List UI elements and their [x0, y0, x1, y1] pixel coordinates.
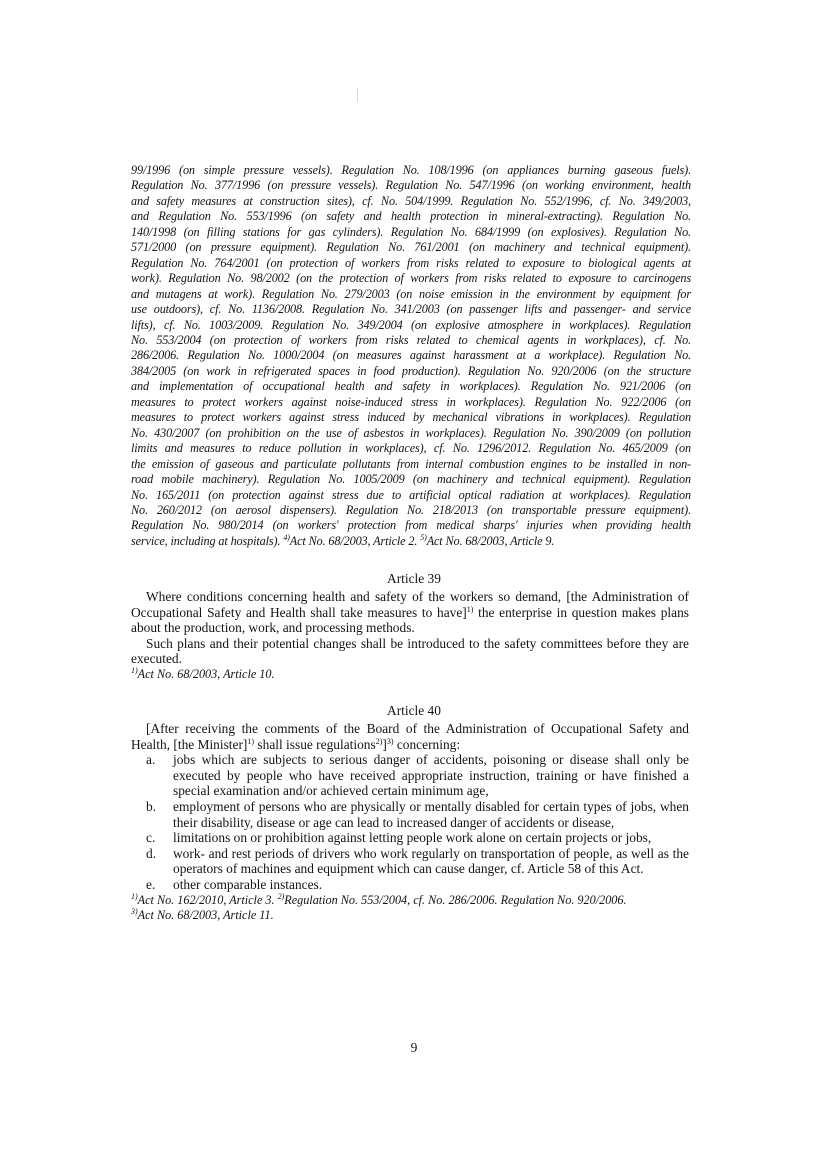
- footnote-marker: 1): [131, 891, 138, 901]
- footnote-text: Act No. 68/2003, Article 11.: [137, 907, 274, 922]
- list-item-text: limitations on or prohibition against letting people work alone on certain projects or jobs,: [173, 830, 652, 846]
- article-39-body: [131, 589, 689, 682]
- scan-mark: [357, 88, 358, 102]
- footnote-ref: 3): [386, 736, 394, 746]
- footnote-line: Regulation No. 377/1996 (on pressure vessels). Regulation No. 547/1996 (on working environment, health: [131, 178, 691, 193]
- article-39-paragraph-1: [131, 589, 689, 636]
- footnote-text: Act No. 68/2003, Article 2.: [289, 533, 418, 548]
- article-40-list: [131, 752, 689, 892]
- footnote-line: work). Regulation No. 98/2002 (on the protection of workers from risks related to exposure to carcinogens: [131, 271, 691, 286]
- footnote-marker: 3): [131, 906, 138, 916]
- footnote-line: measures to protect workers against stress induced by mechanical vibrations in workplaces). Regulation: [131, 410, 691, 425]
- article-40-body: [131, 721, 689, 923]
- intro-text: shall issue regulations: [254, 736, 376, 752]
- footnote-line-last: [131, 534, 691, 549]
- footnote-text: Regulation No. 553/2004, cf. No. 286/2006. Regulation No. 920/2006.: [284, 892, 627, 907]
- footnote-line: lifts), cf. No. 1003/2009. Regulation No. 349/2004 (on explosive atmosphere in workplaces). Regulation: [131, 317, 691, 332]
- footnote-block: [131, 163, 691, 549]
- list-marker: b.: [146, 798, 157, 814]
- footnote-line: 286/2006. Regulation No. 1000/2004 (on measures against harassment at a workplace). Regulation No.: [131, 348, 691, 363]
- paragraph-text: Where conditions concerning health and safety of the workers so demand, [the Administration of Occupational Safety and Health shall take measures to have]: [131, 589, 689, 620]
- footnote-line: No. 165/2011 (on protection against stress due to artificial optical radiation at workplaces). Regulation: [131, 487, 691, 502]
- footnote-line: Regulation No. 764/2001 (on protection of workers from risks related to exposure to biological agents at: [131, 255, 691, 270]
- footnote-line: 571/2000 (on pressure equipment). Regulation No. 761/2001 (on machinery and technical equipment).: [131, 240, 691, 255]
- footnote-line: and Regulation No. 553/1996 (on safety and health protection in mineral-extracting). Regulation No.: [131, 209, 691, 224]
- intro-text: concerning:: [393, 736, 461, 752]
- list-item: [131, 799, 689, 830]
- footnote-line: and implementation of occupational health and safety in workplaces). Regulation No. 921/2006 (on: [131, 379, 691, 394]
- article-40-intro: [131, 721, 689, 752]
- footnote-text: Act No. 68/2003, Article 9.: [426, 533, 555, 548]
- footnote-line-text: service, including at hospitals).: [131, 533, 281, 548]
- footnote-marker: 4): [283, 532, 290, 542]
- footnote-ref: 1): [466, 604, 474, 614]
- footnote-ref: 2): [375, 736, 383, 746]
- footnote-line: and mutagens at work). Regulation No. 279/2003 (on noise emission in the environment by equipment for: [131, 286, 691, 301]
- footnote-line: the emission of gaseous and particulate pollutants from internal combustion engines to be installed in non-: [131, 456, 691, 471]
- footnote-line: 99/1996 (on simple pressure vessels). Regulation No. 108/1996 (on appliances burning gaseous fuels).: [131, 163, 691, 177]
- list-item: [131, 846, 689, 877]
- footnote-line: measures to protect workers against noise-induced stress in workplaces). Regulation No. 922/2006 (on: [131, 394, 691, 409]
- list-item-text: work- and rest periods of drivers who work regularly on transportation of people, as well as the operators of machines and equipment which can cause danger, cf. Article 58 of this Act.: [173, 845, 689, 877]
- intro-text: [After receiving the comments of the Board of the Administration of Occupational Safety and Health, [the Minister]: [131, 721, 689, 752]
- footnote-marker: 2): [277, 891, 285, 901]
- list-item: [131, 752, 689, 799]
- list-item-text: other comparable instances.: [173, 876, 323, 892]
- footnote-marker: 1): [131, 665, 138, 675]
- list-marker: a.: [146, 752, 156, 768]
- footnote-line: 384/2005 (on work in refrigerated spaces in food production). Regulation No. 920/2006 (on the structure: [131, 363, 691, 378]
- article-39-footnote: [131, 667, 689, 682]
- list-item-text: jobs which are subjects to serious danger of accidents, poisoning or disease shall only be executed by people who have received appropriate instruction, training or have finished a special examination and/or achieved certain minimum age,: [173, 752, 689, 799]
- footnote-line: limits and measures to reduce pollution in workplaces), cf. No. 1296/2012. Regulation No. 465/2009 (on: [131, 441, 691, 456]
- footnote-line: No. 430/2007 (on prohibition on the use of asbestos in workplaces). Regulation No. 390/2009 (on pollution: [131, 425, 691, 440]
- list-item: [131, 830, 689, 846]
- article-40-title: Article 40: [387, 703, 441, 718]
- list-marker: e.: [146, 876, 156, 892]
- footnote-line: Regulation No. 980/2014 (on workers' protection from medical sharps' injuries when providing health: [131, 518, 691, 533]
- article-39-paragraph-2: Such plans and their potential changes shall be introduced to the safety committees before they are executed.: [131, 635, 689, 667]
- page-number: 9: [410, 1040, 418, 1055]
- list-marker: d.: [146, 845, 157, 861]
- footnote-line: No. 553/2004 (on protection of workers from risks related to chemical agents in workplaces), cf. No.: [131, 332, 691, 347]
- article-40-footnote-3: [131, 908, 689, 923]
- article-40-footnotes: [131, 893, 689, 908]
- footnote-marker: 5): [420, 532, 427, 542]
- footnote-line: No. 260/2012 (on aerosol dispensers). Regulation No. 218/2013 (on transportable pressure equipment).: [131, 502, 691, 517]
- footnote-line: use outdoors), cf. No. 1136/2008. Regulation No. 341/2003 (on passenger lifts and passenger- and service: [131, 302, 691, 317]
- article-39-title: Article 39: [387, 571, 441, 586]
- paragraph-text: the enterprise in question makes plans about the production, work, and processing methods.: [131, 604, 689, 636]
- list-item: [131, 877, 689, 893]
- footnote-text: Act No. 68/2003, Article 10.: [137, 666, 275, 681]
- footnote-text: Act No. 162/2010, Article 3.: [137, 892, 275, 907]
- footnote-line: road mobile machinery). Regulation No. 1005/2009 (on machinery and technical equipment). Regulation: [131, 472, 691, 487]
- intro-text: ]: [382, 736, 387, 752]
- footnote-ref: 1): [247, 736, 255, 746]
- footnote-line: and safety measures at construction sites), cf. No. 504/1999. Regulation No. 552/1996, cf. No. 349/2003,: [131, 193, 691, 208]
- list-marker: c.: [146, 830, 156, 846]
- list-item-text: employment of persons who are physically or mentally disabled for certain types of jobs, when their disability, disease or age can lead to increased danger of accidents or disease,: [173, 798, 689, 830]
- footnote-line: 140/1998 (on filling stations for gas cylinders). Regulation No. 684/1999 (on explosives). Regulation No.: [131, 224, 691, 239]
